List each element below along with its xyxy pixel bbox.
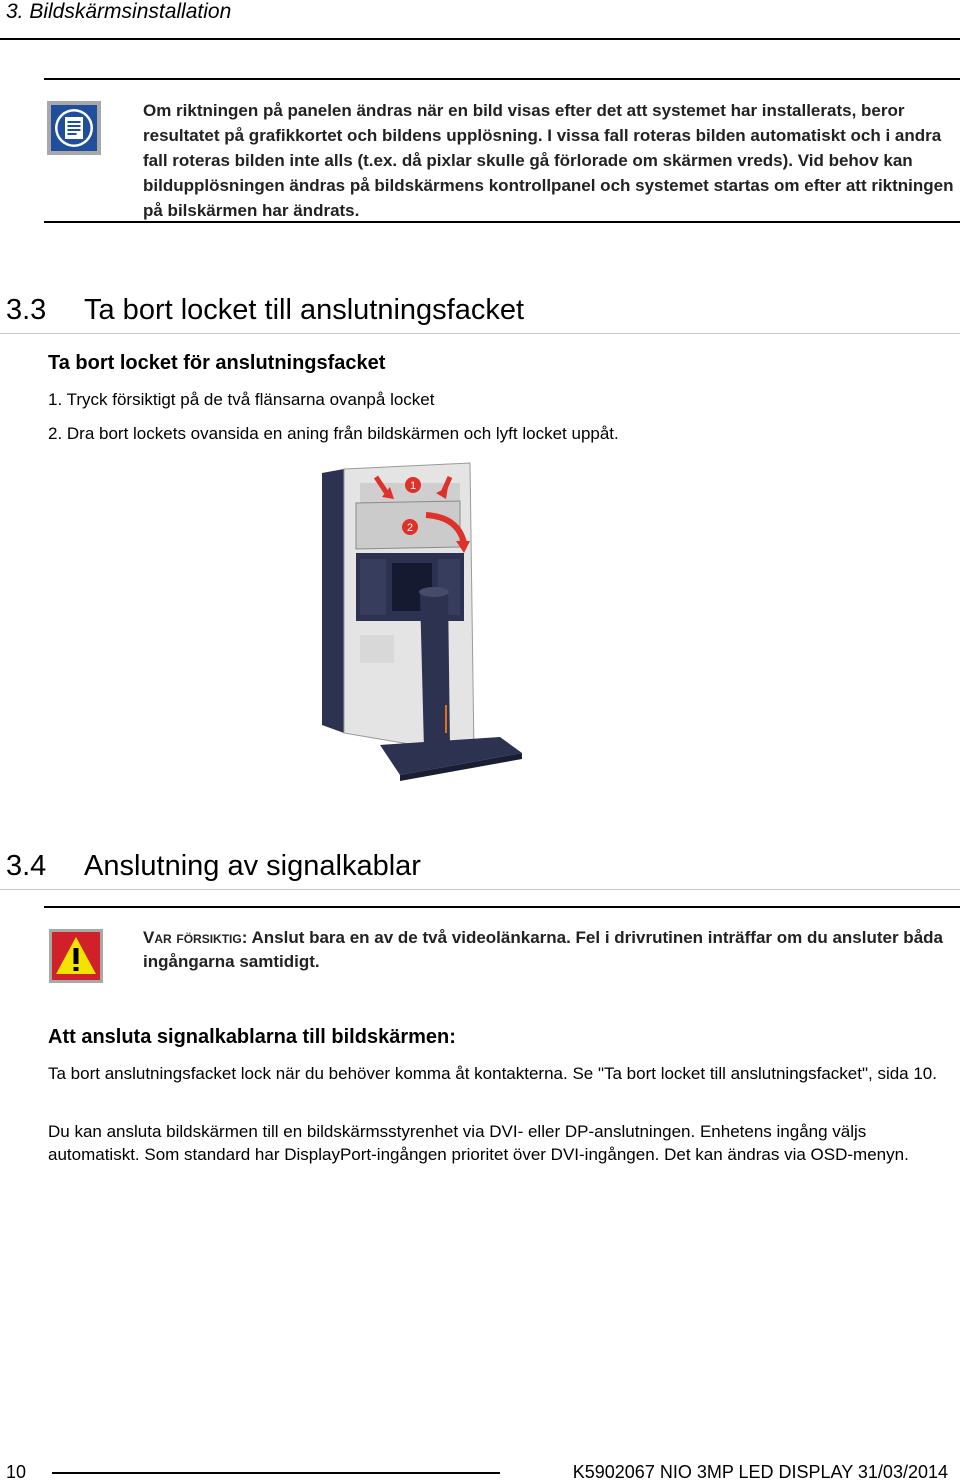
warning-label: Var försiktig:: [143, 928, 248, 947]
footer-document-id: K5902067 NIO 3MP LED DISPLAY 31/03/2014: [572, 1462, 948, 1482]
warning-message: Anslut bara en av de två videolänkarna. Fel i drivrutinen inträffar om du ansluter båda ingångarna samtidigt.: [143, 928, 943, 971]
procedure-title: Ta bort locket för anslutningsfacket: [48, 352, 386, 374]
step-2: 2. Dra bort lockets ovansida en aning från bildskärmen och lyft locket uppåt.: [48, 424, 619, 443]
header-rule: [0, 38, 960, 40]
warning-box: [44, 906, 960, 996]
section-rule: [0, 333, 960, 334]
note-text: Om riktningen på panelen ändras när en bild visas efter det att systemet har installerats, beror resultatet på grafikkortet och bildens upplösning. I vissa fall roteras bilden automatiskt och i andra fall roteras bilden inte alls (t.ex. då pixlar skulle gå förlorade om skärmen vreds). Vid behov kan bildupplösningen ändras på bildskärmens kontrollpanel och systemet startas om efter att riktningen på bilskärmen har ändrats.: [143, 101, 954, 220]
section-number: 3.3: [6, 294, 47, 326]
callout-2: 2: [406, 522, 414, 534]
page-number: 10: [6, 1462, 27, 1482]
section-number: 3.4: [6, 850, 47, 882]
paragraph-1: Ta bort anslutningsfacket lock när du behöver komma åt kontakterna. Se "Ta bort locket till anslutningsfacket", sida 10.: [48, 1064, 937, 1083]
note-top-rule: [44, 78, 960, 80]
callout-1: 1: [409, 480, 417, 492]
warning-top-rule: [44, 906, 960, 908]
procedure-title: Att ansluta signalkablarna till bildskärmen:: [48, 1026, 456, 1048]
section-rule: [0, 889, 960, 890]
note-bottom-rule: [44, 221, 960, 223]
paragraph-2: Du kan ansluta bildskärmen till en bildskärmsstyrenhet via DVI- eller DP-anslutningen. Enhetens ingång väljs automatiskt. Som standard har DisplayPort-ingången prioritet över DVI-ingången. Det kan ändras via OSD-menyn.: [48, 1122, 909, 1164]
monitor-illustration: [300, 455, 530, 785]
note-icon: [46, 100, 102, 156]
section-title: Ta bort locket till anslutningsfacket: [84, 294, 525, 326]
chapter-title: 3. Bildskärmsinstallation: [6, 0, 232, 23]
warning-text: [143, 926, 960, 974]
step-1: 1. Tryck försiktigt på de två flänsarna ovanpå locket: [48, 390, 435, 409]
note-box: [44, 78, 960, 228]
footer-rule: [52, 1472, 500, 1474]
section-title: Anslutning av signalkablar: [84, 850, 421, 882]
warning-icon: [48, 928, 104, 984]
section-heading-3-4: [6, 850, 421, 883]
section-heading-3-3: [6, 294, 524, 327]
